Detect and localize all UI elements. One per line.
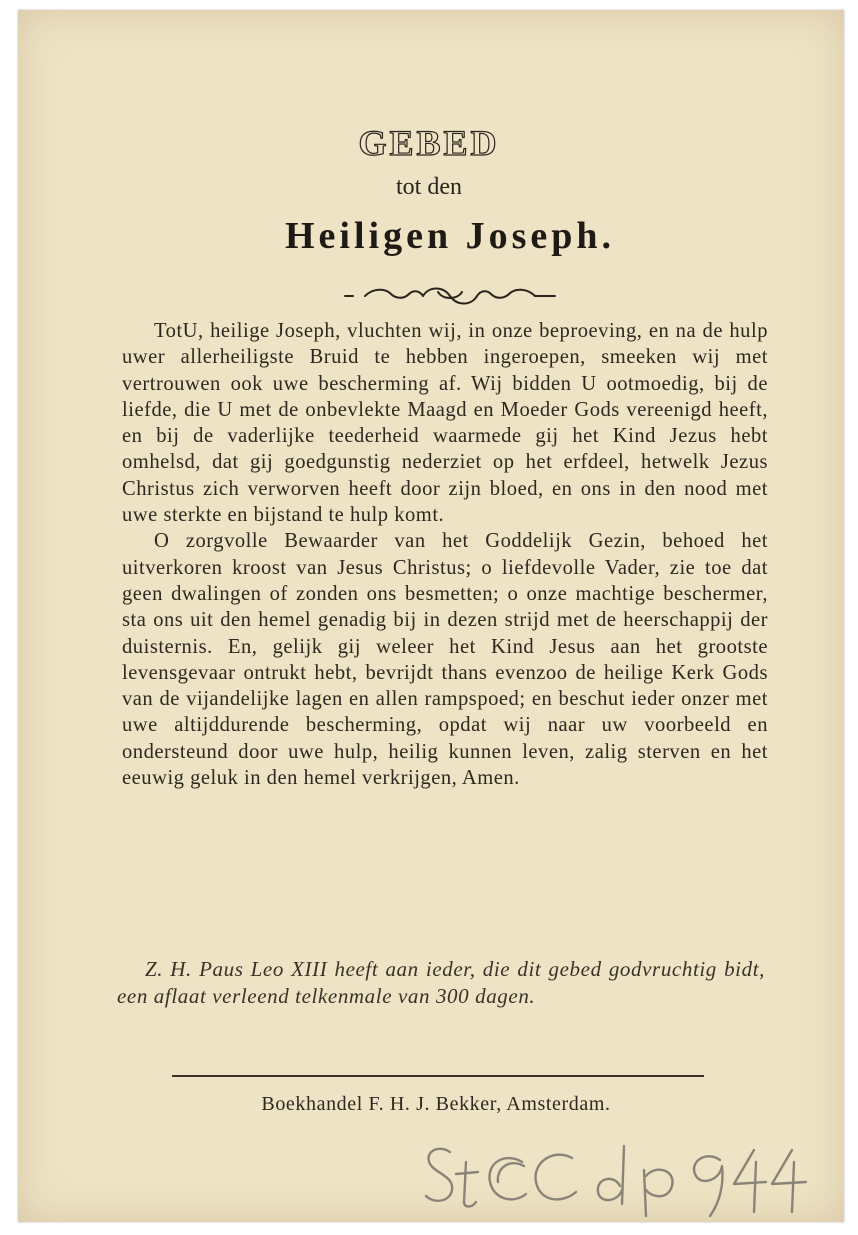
- divider-rule: [172, 1075, 704, 1077]
- handwritten-shelfmark: [420, 1140, 810, 1218]
- document-heading: Heiligen Joseph.: [284, 215, 616, 257]
- prayer-body: [122, 318, 768, 791]
- prayer-paragraph-1: TotU, heilige Joseph, vluchten wij, in onze beproeving, en na de hulp uwer allerheiligste Bruid te hebben ingeroepen, smeeken wij met vertrouwen ook uwe bescherming af. Wij bidden U ootmoedig, bij de liefde, die U met de onbevlekte Maagd en Moeder Gods vereenigd heeft, en bij de vaderlijke teederheid waarmede gij het Kind Jezus hebt omhelsd, dat gij goedgunstig nederziet op het erfdeel, hetwelk Jezus Christus zich verworven heeft door zijn bloed, en ons in den nood met uwe sterkte en bijstand te hulp komt.: [122, 320, 768, 527]
- prayer-paragraph-2: O zorgvolle Bewaarder van het Goddelijk Gezin, behoed het uitverkoren kroost van Jesus Christus; o liefdevolle Vader, zie toe dat geen dwalingen of zonden ons besmetten; o onze machtige beschermer, sta ons uit den hemel genadig bij in dezen strijd met de heerschappij der duisternis. En, gelijk gij weleer het Kind Jesus aan het grootste levensgevaar ontrukt hebt, bevrijdt thans evenzoo de heilige Kerk Gods van de vijandelijke lagen en allen rampspoed; en beschut ieder onzer met uwe altijddurende bescherming, opdat wij naar uw voorbeeld en ondersteund door uwe hulp, heilig kunnen leven, zalig sterven en het eeuwig geluk in den hemel verkrijgen, Amen.: [122, 530, 768, 790]
- flourish-ornament-icon: [343, 282, 558, 310]
- document-title: GEBED: [358, 123, 500, 163]
- publisher-imprint: Boekhandel F. H. J. Bekker, Amsterdam.: [261, 1093, 611, 1115]
- document-subtitle: tot den: [396, 174, 462, 200]
- indulgence-note: Z. H. Paus Leo XIII heeft aan ieder, die dit gebed godvruchtig bidt, een aflaat verleend telkenmale van 300 dagen.: [117, 957, 765, 1008]
